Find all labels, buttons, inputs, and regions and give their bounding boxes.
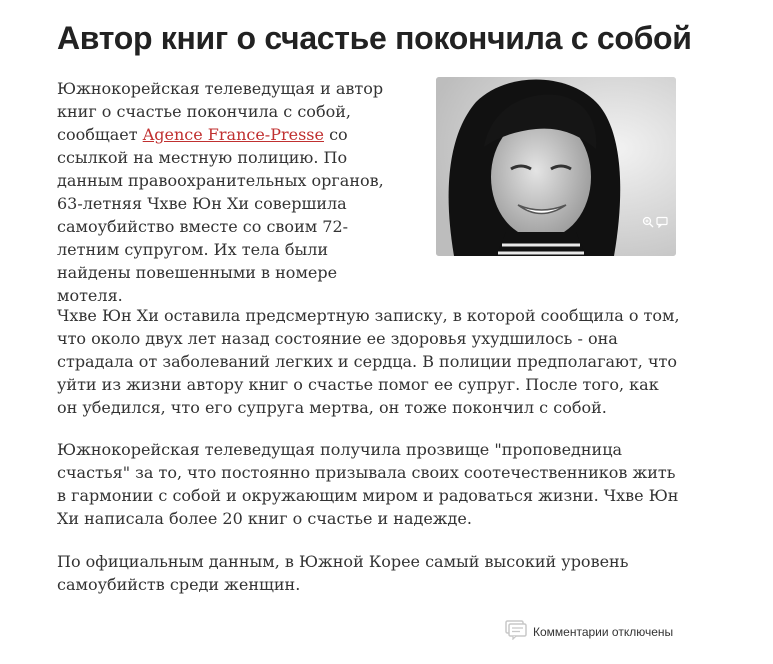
comment-icon[interactable] (656, 216, 668, 228)
paragraph-1-text-start: Южнокорейская телеведущая и автор книг о счастье покончила с собой, сообщает (57, 79, 384, 144)
comment-bubble-icon (505, 620, 527, 644)
paragraph-1-text-end: со ссылкой на местную полицию. По данным правоохранительных органов, 63-летняя Чхве Юн Хи совершила самоубийство вместе со своим 72-летним супругом. Их тела были найдены повешенными в номере мотеля. (57, 125, 384, 305)
zoom-icon[interactable] (642, 216, 654, 228)
comments-status (505, 620, 673, 644)
paragraph-1 (57, 77, 397, 307)
paragraph-3: Южнокорейская телеведущая получила прозвище "проповедница счастья" за то, что постоянно призывала своих соотечественников жить в гармонии с собой и окружающим миром и радоваться жизни. Чхве Юн Хи написала более 20 книг о счастье и надежде. (57, 440, 679, 528)
article-photo[interactable] (436, 77, 676, 256)
portrait-image (436, 77, 676, 256)
paragraph-2: Чхве Юн Хи оставила предсмертную записку, в которой сообщила о том, что около двух лет назад состояние ее здоровья ухудшилось - она страдала от заболеваний легких и сердца. В полиции предполагают, что уйти из жизни автору книг о счастье помог ее супруг. После того, как он убедился, что его супруга мертва, он тоже покончил с собой. (57, 306, 680, 417)
paragraph-4: По официальным данным, в Южной Корее самый высокий уровень самоубийств среди женщин. (57, 552, 629, 594)
comments-disabled-label: Комментарии отключены (533, 625, 674, 639)
article-title: Автор книг о счастье покончила с собой (57, 20, 692, 56)
source-link[interactable]: Agence France-Presse (142, 125, 324, 144)
photo-tools (642, 216, 668, 228)
